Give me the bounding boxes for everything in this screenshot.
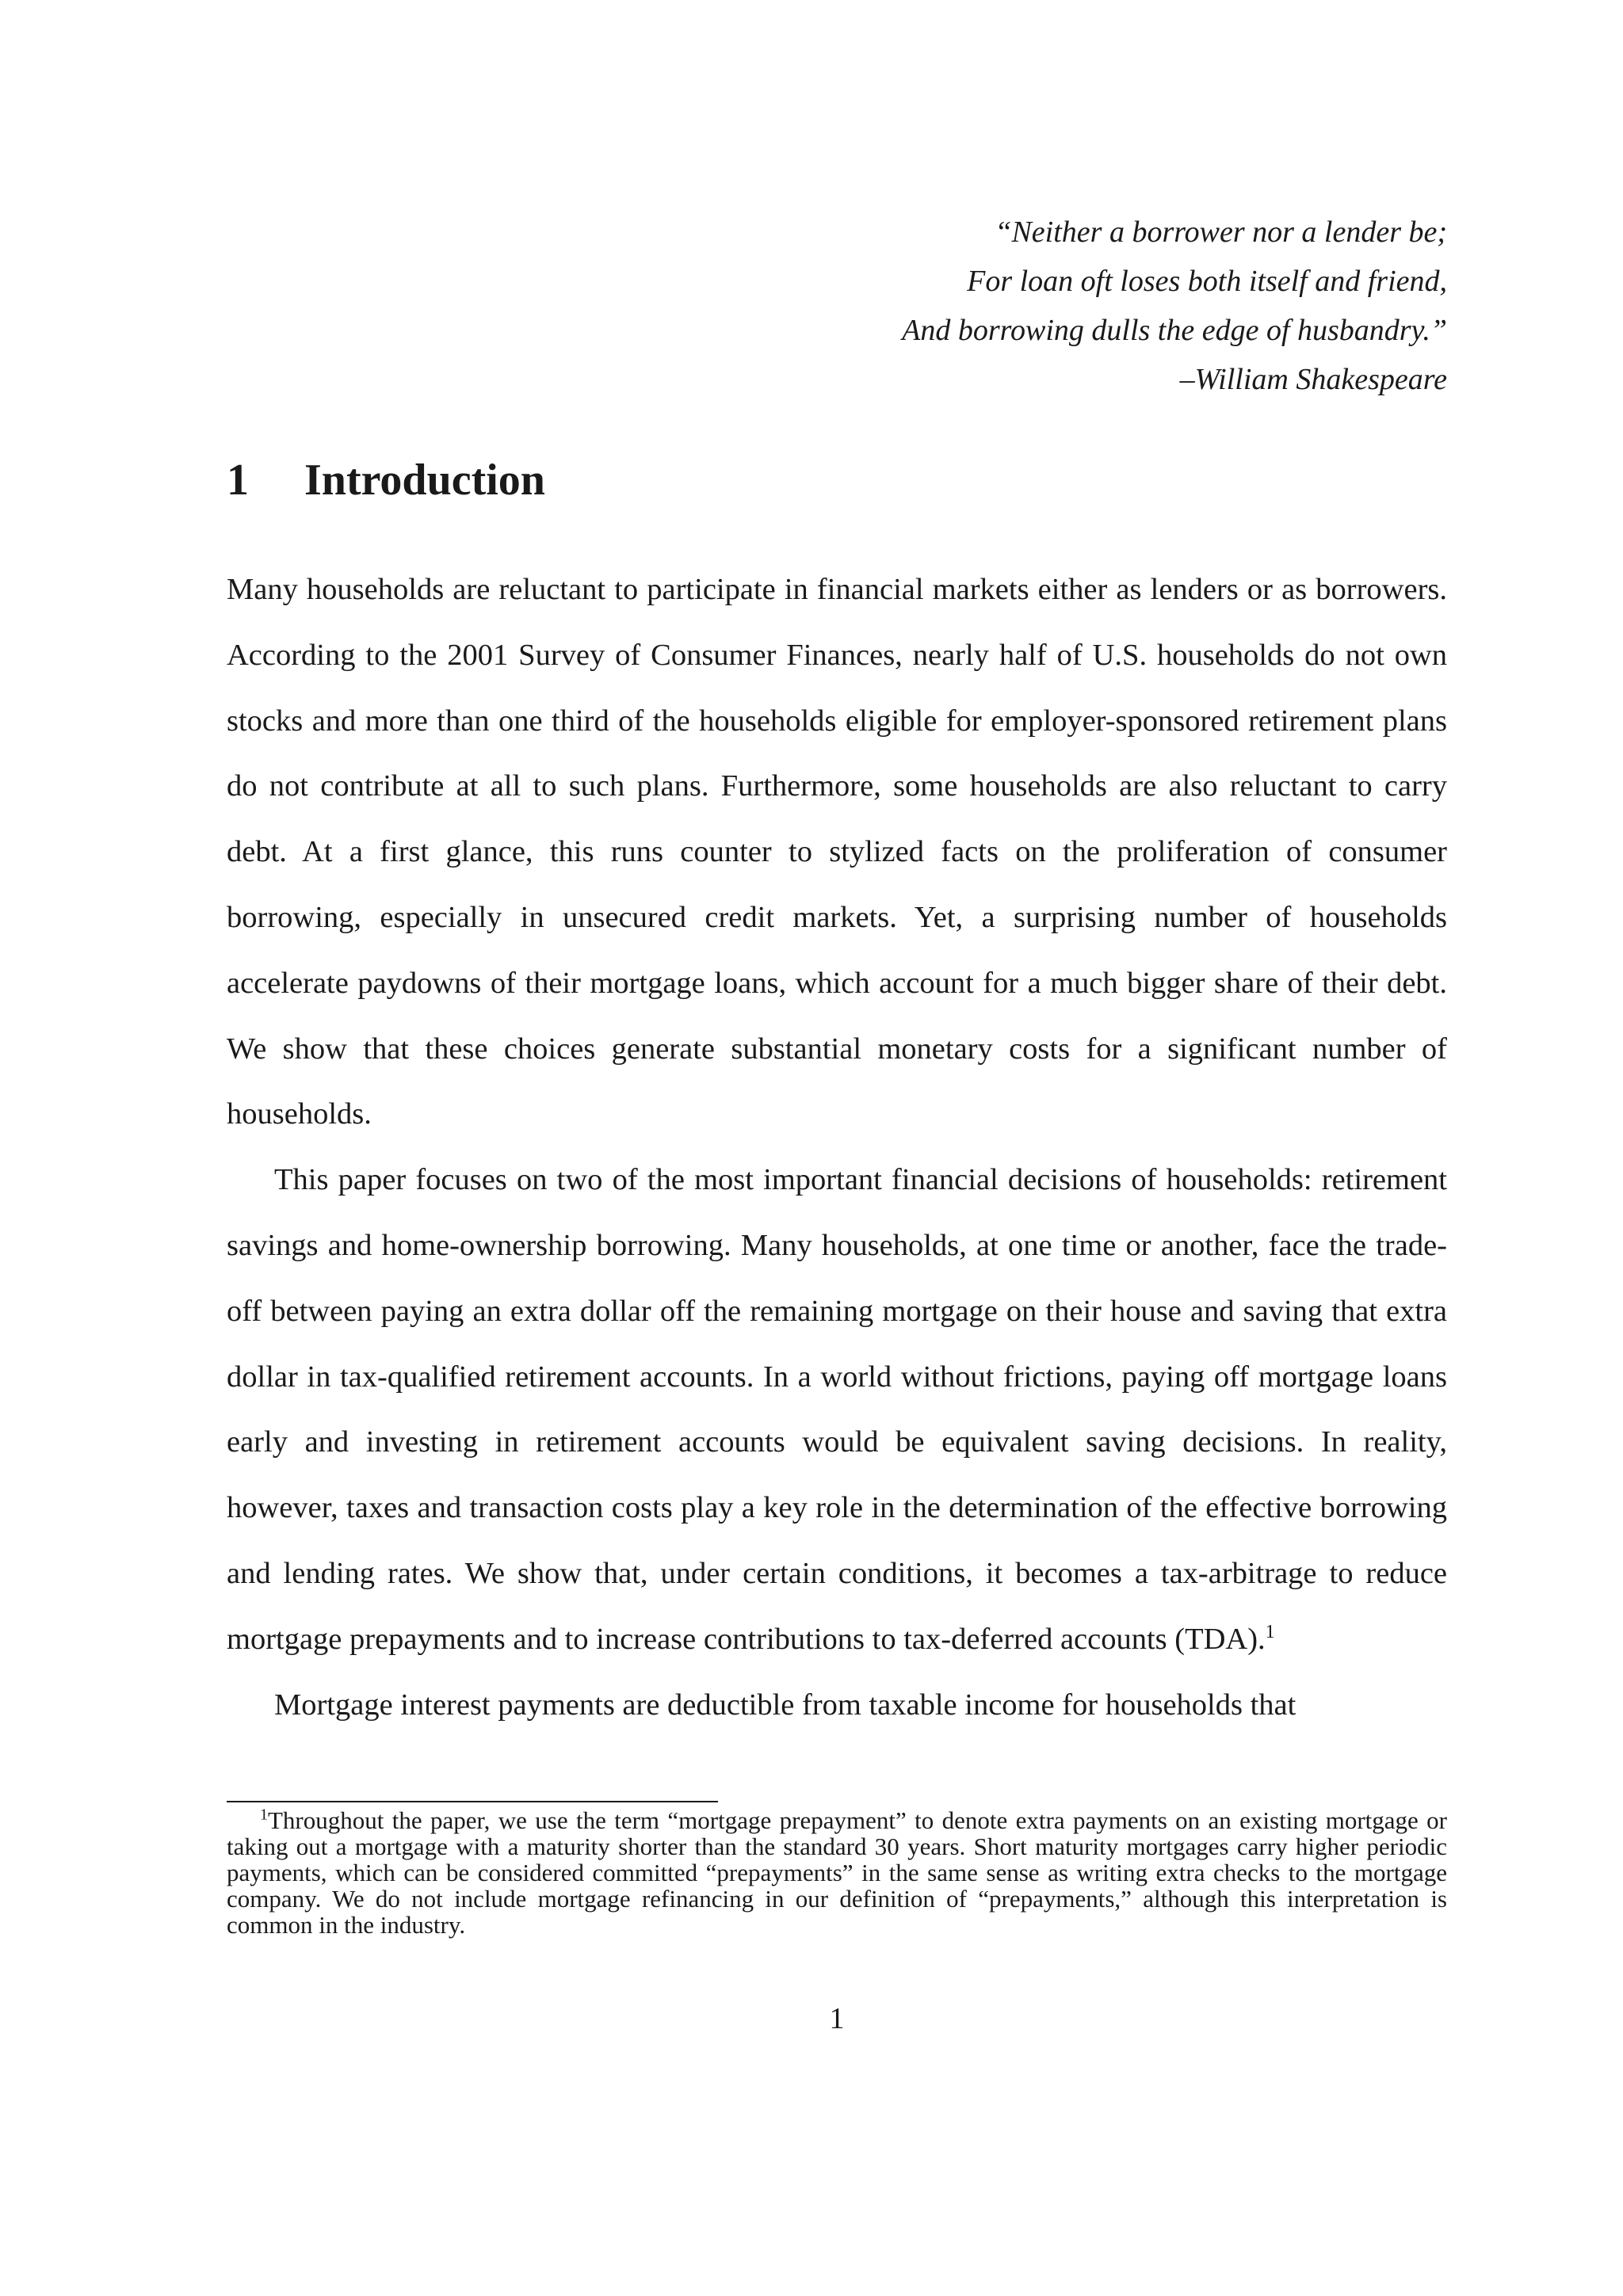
- epigraph-line: And borrowing dulls the edge of husbandry.”: [902, 314, 1447, 347]
- paragraph-text: Many households are reluctant to participate in financial markets either as lenders or as borrowers. According to the 2001 Survey of Consumer Finances, nearly half of U.S. households do not own stocks and more than one third of the households eligible for employer-sponsored retirement plans do not contribute at all to such plans. Furthermore, some households are also reluctant to carry debt. At a first glance, this runs counter to stylized facts on the proliferation of consumer borrowing, especially in unsecured credit markets. Yet, a surprising number of households accelerate paydowns of their mortgage loans, which account for a much bigger share of their debt. We show that these choices generate substantial monetary costs for a significant number of households.: [227, 573, 1447, 1131]
- body-text: [227, 557, 1447, 1737]
- footnote-divider: [227, 1801, 718, 1802]
- section-title: Introduction: [304, 456, 545, 505]
- footnote-reference[interactable]: 1: [1265, 1621, 1275, 1642]
- footnote: [227, 1807, 1447, 1938]
- paragraph: [227, 1147, 1447, 1672]
- footnote-text: Throughout the paper, we use the term “mortgage prepayment” to denote extra payments on an existing mortgage or taking out a mortgage with a maturity shorter than the standard 30 years. Short maturity mortgages carry higher periodic payments, which can be considered committed “prepayments” in the same sense as writing extra checks to the mortgage company. We do not include mortgage refinancing in our definition of “prepayments,” although this interpretation is common in the industry.: [227, 1806, 1447, 1939]
- paragraph-text: This paper focuses on two of the most important financial decisions of households: retirement savings and home-ownership borrowing. Many households, at one time or another, face the trade-off between paying an extra dollar off the remaining mortgage on their house and saving that extra dollar in tax-qualified retirement accounts. In a world without frictions, paying off mortgage loans early and investing in retirement accounts would be equivalent saving decisions. In reality, however, taxes and transaction costs play a key role in the determination of the effective borrowing and lending rates. We show that, under certain conditions, it becomes a tax-arbitrage to reduce mortgage prepayments and to increase contributions to tax-deferred accounts (TDA).: [227, 1163, 1447, 1656]
- paragraph-text: Mortgage interest payments are deductible from taxable income for households that: [274, 1688, 1296, 1722]
- epigraph-line: For loan oft loses both itself and friend,: [967, 265, 1447, 298]
- paper-page: [227, 0, 1447, 2296]
- footnote-marker: 1: [260, 1806, 268, 1824]
- section-heading: [227, 448, 545, 512]
- epigraph-line: “Neither a borrower nor a lender be;: [995, 215, 1447, 249]
- epigraph: [575, 208, 1447, 404]
- paragraph: [227, 557, 1447, 1147]
- section-number: 1: [227, 456, 249, 505]
- epigraph-attribution: –William Shakespeare: [1179, 363, 1447, 396]
- paragraph: [227, 1672, 1447, 1738]
- page-number: 1: [829, 2002, 845, 2035]
